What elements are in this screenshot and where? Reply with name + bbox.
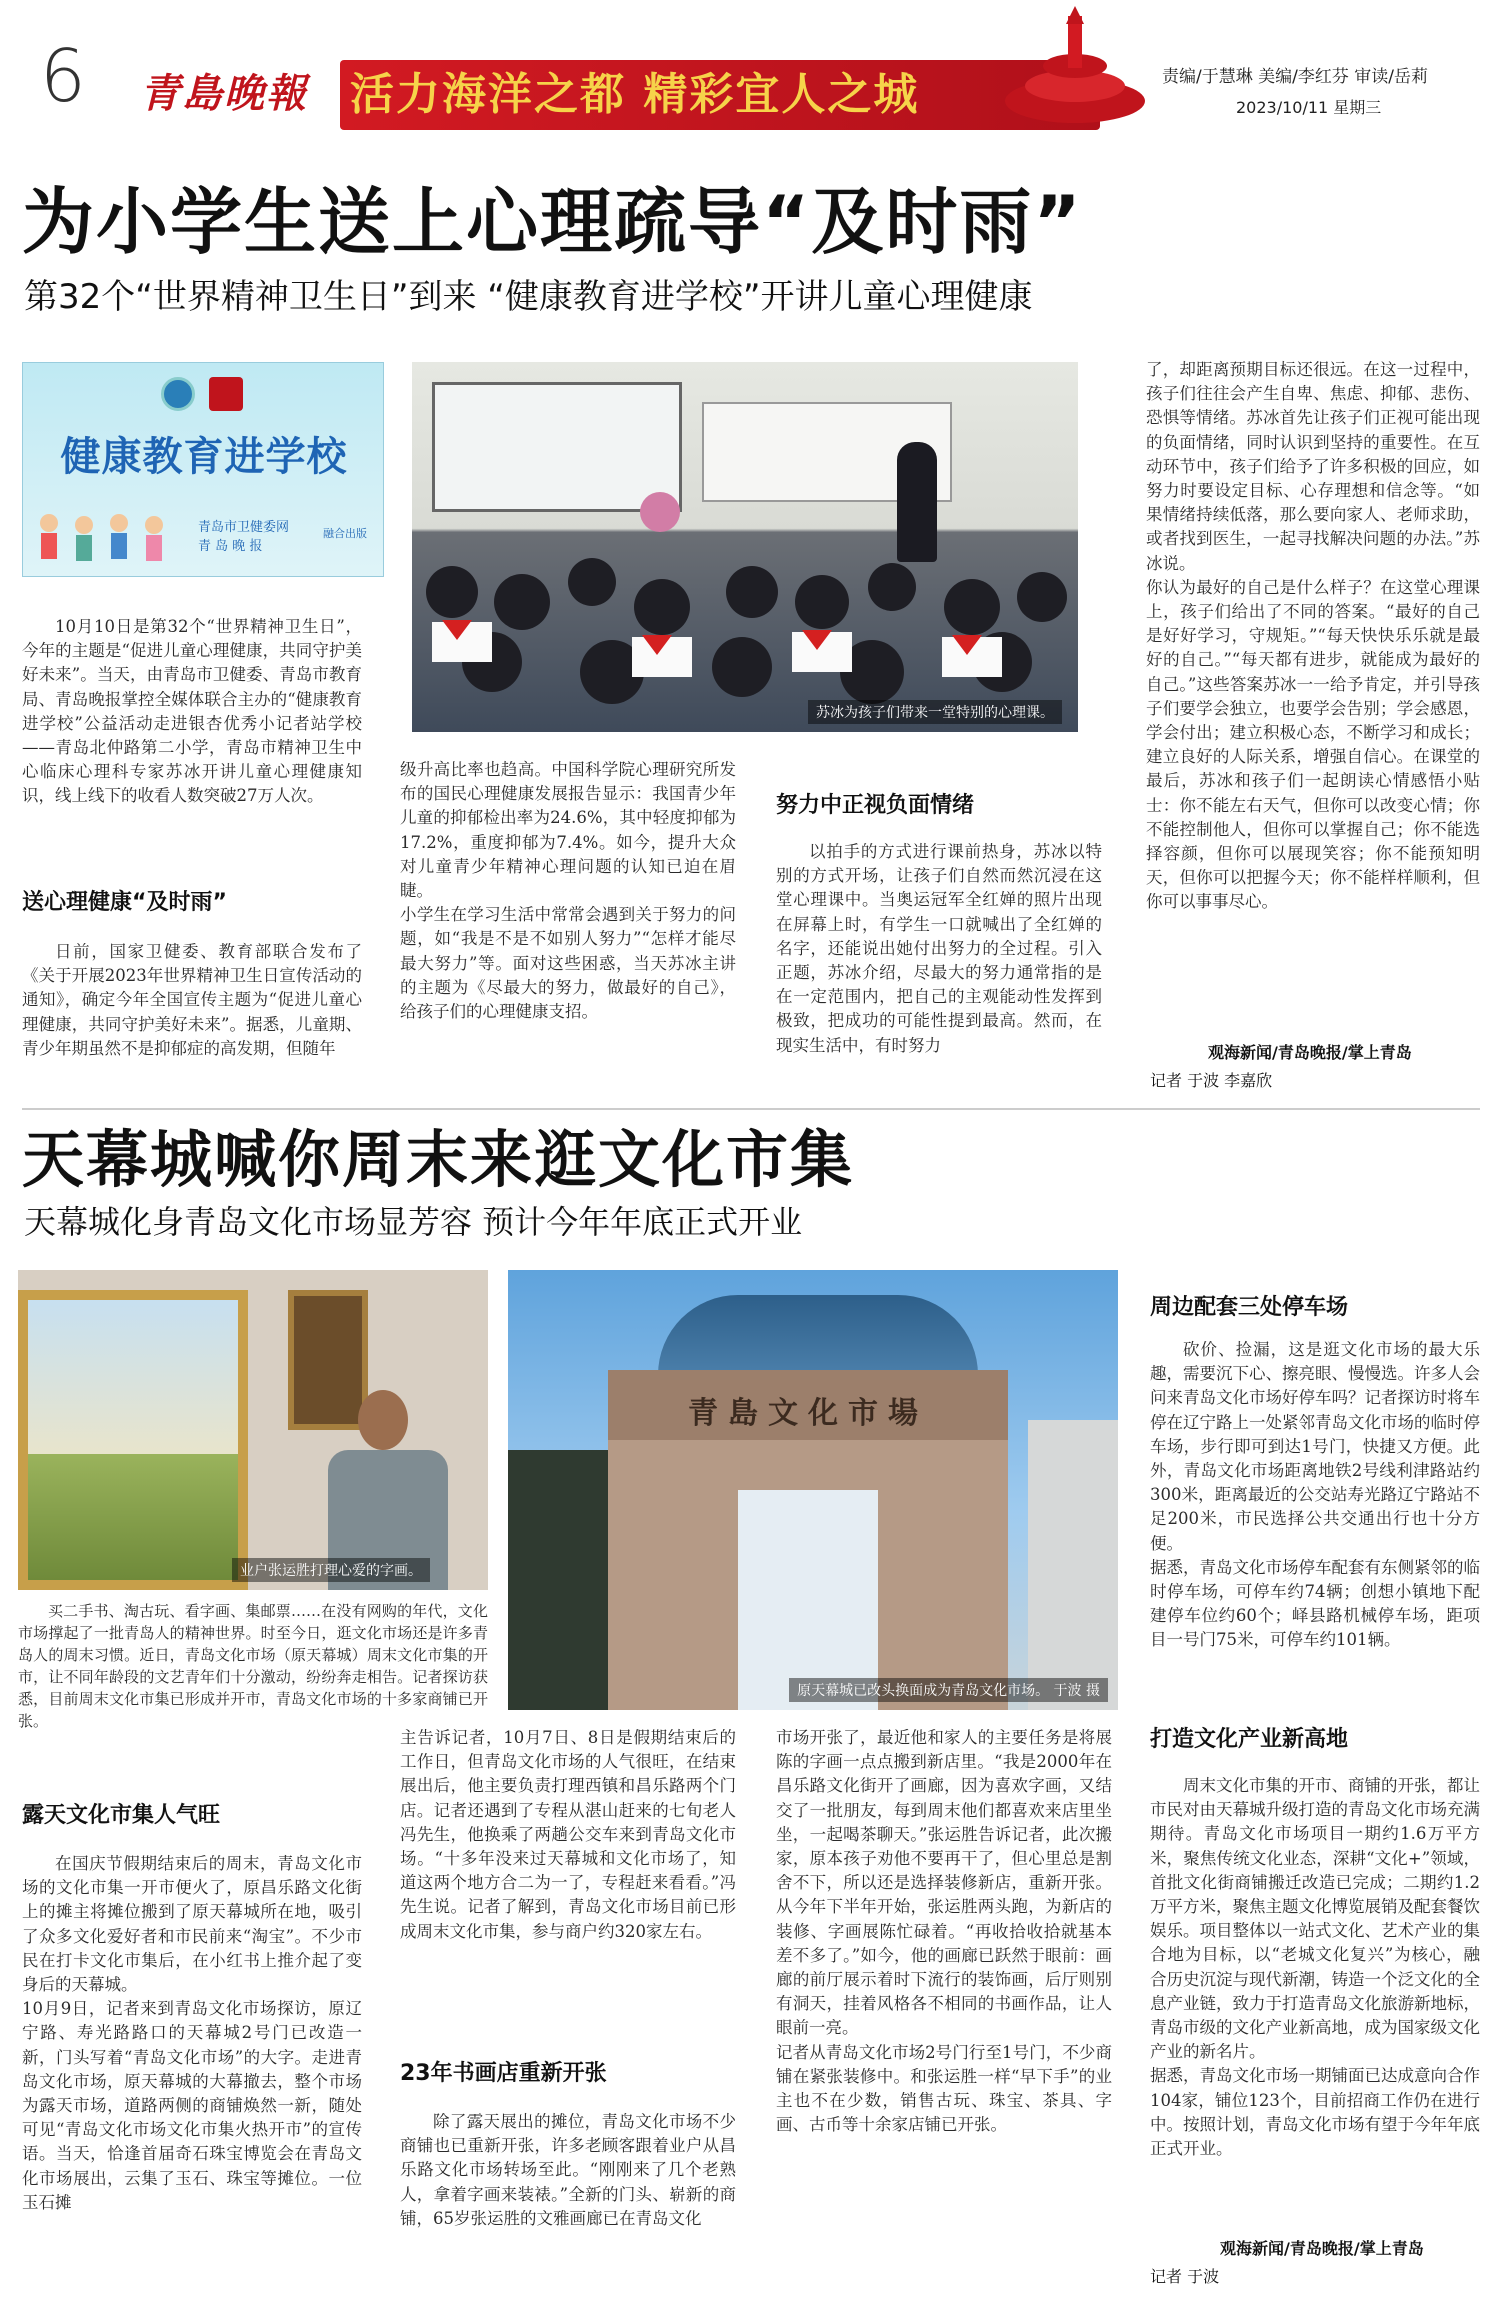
article1-subheadline: 第32个“世界精神卫生日”到来 “健康教育进学校”开讲儿童心理健康 [24, 277, 1033, 317]
article2-colD2-text: 周末文化市集的开市、商铺的开张，都让市民对由天幕城升级打造的青岛文化市场充满期待。青岛文化市场项目一期约1.6万平方米，聚焦传统文化业态，深耕“文化+”领域，首批文化街商铺搬迁改造已完成；二期约1.2万平方米，聚焦主题文化博览展销及配套餐饮娱乐。项目整体以一站式文化、艺术产业的集合地为目标，以“老城文化复兴”为核心，融合历史沉淀与现代新潮，铸造一个泛文化的全息产业链，致力于打造青岛文化旅游新地标，青岛市级的文化产业新高地，成为国家级文化产业的新名片。 据悉，青岛文化市场一期铺面已达成意向合作104家，铺位123个，目前招商工作仍在进行中。按照计划，青岛文化市场有望于今年年底正式开业。 [1150, 1776, 1480, 2159]
classroom-photo-caption: 苏冰为孩子们带来一堂特别的心理课。 [808, 700, 1062, 724]
left-trees [508, 1450, 608, 1710]
article1-byline-source: 观海新闻/青岛晚报/掌上青岛 [1208, 1043, 1412, 1062]
glass-dome [658, 1295, 978, 1375]
article2-subheadline: 天幕城化身青岛文化市场显芳容 预计今年年底正式开业 [24, 1203, 803, 1241]
article1-col4-text: 了，却距离预期目标还很远。在这一过程中，孩子们往往会产生自卑、焦虑、抑郁、悲伤、恐惧等情绪。苏冰首先让孩子们正视可能出现的负面情绪，同时认识到坚持的重要性。在互动环节中，孩子们给予了许多积极的回应，如努力时要设定目标、心存理想和信念等。“如果情绪持续低落，那么要向家人、老师求助，或者找到医生，一起寻找解决问题的办法。”苏冰说。 你认为最好的自己是什么样子？在这堂心理课上，孩子们给出了不同的答案。“最好的自己是好好学习，守规矩。”“每天快快乐乐就是最好的自己。”“每天都有进步，就能成为最好的自己。”这些答案苏冰一一给予肯定，并引导孩子们要学会独立，也要学会告别；学会感恩，学会付出；建立积极心态，不断学习和成长；建立良好的人际关系，增强自信心。在课堂的最后，苏冰和孩子们一起朗读心情感悟小贴士：你不能左右天气，但你可以改变心情；你不能控制他人，但你可以掌握自己；你不能选择容颜，但你可以展现笑容；你不能预知明天，但你可以把握今天；你不能样样顺利，但你可以事事尽心。 [1146, 360, 1480, 912]
slogan-text: 活力海洋之都 精彩宜人之城 [350, 69, 920, 120]
painting-frame [18, 1290, 248, 1590]
article1-subhead-2: 努力中正视负面情绪 [776, 793, 975, 818]
article2-colB-text: 主告诉记者，10月7日、8日是假期结束后的工作日，但青岛文化市场的人气很旺，在结束展出后，他主要负责打理西镇和昌乐路两个门店。记者还遇到了专程从湛山赶来的七旬老人冯先生，他换乘了两趟公交车来到青岛文化市场。“十多年没来过天幕城和文化市场了，知道这两个地方合二为一了，专程赶来看看。”冯先生说。记者了解到，青岛文化市场目前已形成周末文化市集，参与商户约320家左右。 [400, 1728, 736, 1941]
banner-org2: 青 岛 晚 报 [198, 539, 263, 554]
students-group [412, 512, 1078, 732]
article2-byline-source: 观海新闻/青岛晚报/掌上青岛 [1220, 2239, 1424, 2258]
section-divider [22, 1108, 1480, 1110]
children-illustration [29, 503, 189, 573]
paper-name-logo: 青島晚報 [140, 70, 308, 117]
article2-subhead-2: 23年书画店重新开张 [400, 2061, 607, 2086]
article2-colB2-text: 除了露天展出的摊位，青岛文化市场不少商铺也已重新开张，许多老顾客跟着业户从昌乐路文化市场转场至此。“刚刚来了几个老熟人，拿着字画来装裱。”全新的门头、崭新的商铺，65岁张运胜的文雅画廊已在青岛文化 [400, 2112, 736, 2228]
health-education-banner [22, 362, 384, 577]
projector-screen [432, 382, 682, 512]
tower-emblem [1000, 6, 1150, 136]
culture-market-photo [508, 1270, 1118, 1710]
banner-title: 健康教育进学校 [60, 434, 348, 480]
article1-col3-text: 以拍手的方式进行课前热身，苏冰以特别的方式开场，让孩子们自然而然沉浸在这堂心理课中。当奥运冠军全红婵的照片出现在屏幕上时，有学生一口就喊出了全红婵的名字，还能说出她付出努力的全过程。引入正题，苏冰介绍，尽最大的努力通常指的是在一定范围内，把自己的主观能动性发挥到极致，把成功的可能性提到最高。然而，在现实生活中，有时努力 [776, 842, 1102, 1055]
article2-lead-text: 买二手书、淘古玩、看字画、集邮票……在没有网购的年代，文化市场撑起了一批青岛人的精神世界。时至今日，逛文化市场还是许多青岛人的周末习惯。近日，青岛文化市场（原天幕城）周末文化市集的开市，让不同年龄段的文艺青年们十分激动，纷纷奔走相告。记者探访获悉，目前周末文化市集已形成并开市，青岛文化市场的十多家商铺已开张。 [18, 1602, 488, 1730]
article1-subhead-1: 送心理健康“及时雨” [22, 890, 227, 915]
article1-col1b-text: 日前，国家卫健委、教育部联合发布了《关于开展2023年世界精神卫生日宣传活动的通知》，确定今年全国宣传主题为“促进儿童心理健康，共同守护美好未来”。据悉，儿童期、青少年期虽然不是抑郁症的高发期，但随年 [22, 942, 362, 1058]
article1-col2-text: 级升高比率也趋高。中国科学院心理研究所发布的国民心理健康发展报告显示：我国青少年儿童的抑郁检出率为24.6%，其中轻度抑郁为17.2%，重度抑郁为7.4%。如今，提升大众对儿童青少年精神心理问题的认知已迫在眉睫。 小学生在学习生活中常常会遇到关于努力的问题，如“我是不是不如别人努力”“怎样才能尽最大努力”等。面对这些困惑，当天苏冰主讲的主题为《尽最大的努力，做最好的自己》，给孩子们的心理健康支招。 [400, 760, 736, 1022]
article2-subhead-3: 周边配套三处停车场 [1150, 1295, 1349, 1320]
cdc-logo-icon [161, 377, 195, 411]
article2-subhead-1: 露天文化市集人气旺 [22, 1803, 221, 1828]
article2-colC-text: 市场开张了，最近他和家人的主要任务是将展陈的字画一点点搬到新店里。“我是2000年在昌乐路文化街开了画廊，因为喜欢字画，又结交了一批朋友，每到周末他们都喜欢来店里坐坐，一起喝茶聊天。”张运胜告诉记者，此次搬家，原本孩子劝他不要再干了，但心里总是割舍不下，所以还是选择装修新店，重新开张。从今年下半年开始，张运胜两头跑，为新店的装修、字画展陈忙碌着。“再收拾收拾就基本差不多了。”如今，他的画廊已跃然于眼前：画廊的前厅展示着时下流行的装饰画，后厅则别有洞天，挂着风格各不相同的书画作品，让人眼前一亮。 记者从青岛文化市场2号门行至1号门，不少商铺在紧张装修中。和张运胜一样“早下手”的业主也不在少数，销售古玩、珠宝、茶具、字画、古币等十余家店铺已开张。 [776, 1728, 1112, 2135]
paper-logo-icon [209, 377, 243, 411]
article2-byline-reporter: 记者 于波 [1150, 2267, 1220, 2286]
banner-org-tag: 融合出版 [323, 527, 367, 540]
article1-col1-text: 10月10日是第32个“世界精神卫生日”，今年的主题是“促进儿童心理健康，共同守护美好未来”。当天，由青岛市卫健委、青岛市教育局、青岛晚报掌控全媒体联合主办的“健康教育进学校”公益活动走进银杏优秀小记者站学校——青岛北仲路第二小学，青岛市精神卫生中心临床心理科专家苏冰开讲儿童心理健康知识，线上线下的收看人数突破27万人次。 [22, 617, 362, 806]
culture-market-photo-caption: 原天幕城已改头换面成为青岛文化市场。 于波 摄 [789, 1678, 1108, 1702]
banner-org1: 青岛市卫健委网 [198, 520, 290, 535]
issue-date: 2023/10/11 星期三 [1236, 98, 1382, 117]
page-number: 6 [40, 34, 86, 118]
gallery-photo [18, 1270, 488, 1590]
masthead [0, 0, 1500, 150]
article1-headline: 为小学生送上心理疏导“及时雨” [22, 180, 1083, 264]
gallery-photo-caption: 业户张运胜打理心爱的字画。 [232, 1558, 430, 1582]
editor-credits: 责编/于慧琳 美编/李红芬 审读/岳莉 [1162, 67, 1428, 87]
article2-colD-text: 砍价、捡漏，这是逛文化市场的最大乐趣，需要沉下心、擦亮眼、慢慢选。许多人会问来青岛文化市场好停车吗？记者探访时将车停在辽宁路上一处紧邻青岛文化市场的临时停车场，步行即可到达1号门，快捷又方便。此外，青岛文化市场距离地铁2号线利津路站约300米，距离最近的公交站寿光路辽宁路站不足200米，市民选择公共交通出行也十分方便。 据悉，青岛文化市场停车配套有东侧紧邻的临时停车场，可停车约74辆；创想小镇地下配建停车位约60个；峄县路机械停车场，距项目一号门75米，可停车约101辆。 [1150, 1340, 1480, 1650]
gate-sign: 青島文化市場 [688, 1396, 928, 1431]
article2-subhead-4: 打造文化产业新高地 [1150, 1727, 1349, 1752]
article1-byline-reporters: 记者 于波 李嘉欣 [1150, 1071, 1273, 1090]
classroom-photo [412, 362, 1078, 732]
right-buildings [1028, 1420, 1118, 1710]
article2-colA-text: 在国庆节假期结束后的周末，青岛文化市场的文化市集一开市便火了，原昌乐路文化街上的摊主将摊位搬到了原天幕城所在地，吸引了众多文化爱好者和市民前来“淘宝”。不少市民在打卡文化市集后，在小红书上推介起了变身后的天幕城。 10月9日，记者来到青岛文化市场探访，原辽宁路、寿光路路口的天幕城2号门已改造一新，门头写着“青岛文化市场”的大字。走进青岛文化市场，原天幕城的大幕撤去，整个市场为露天市场，道路两侧的商铺焕然一新，随处可见“青岛文化市场文化市集火热开市”的宣传语。当天，恰逢首届奇石珠宝博览会在青岛文化市场展出，云集了玉石、珠宝等摊位。一位玉石摊 [22, 1854, 362, 2212]
article2-headline: 天幕城喊你周末来逛文化市集 [22, 1123, 855, 1196]
